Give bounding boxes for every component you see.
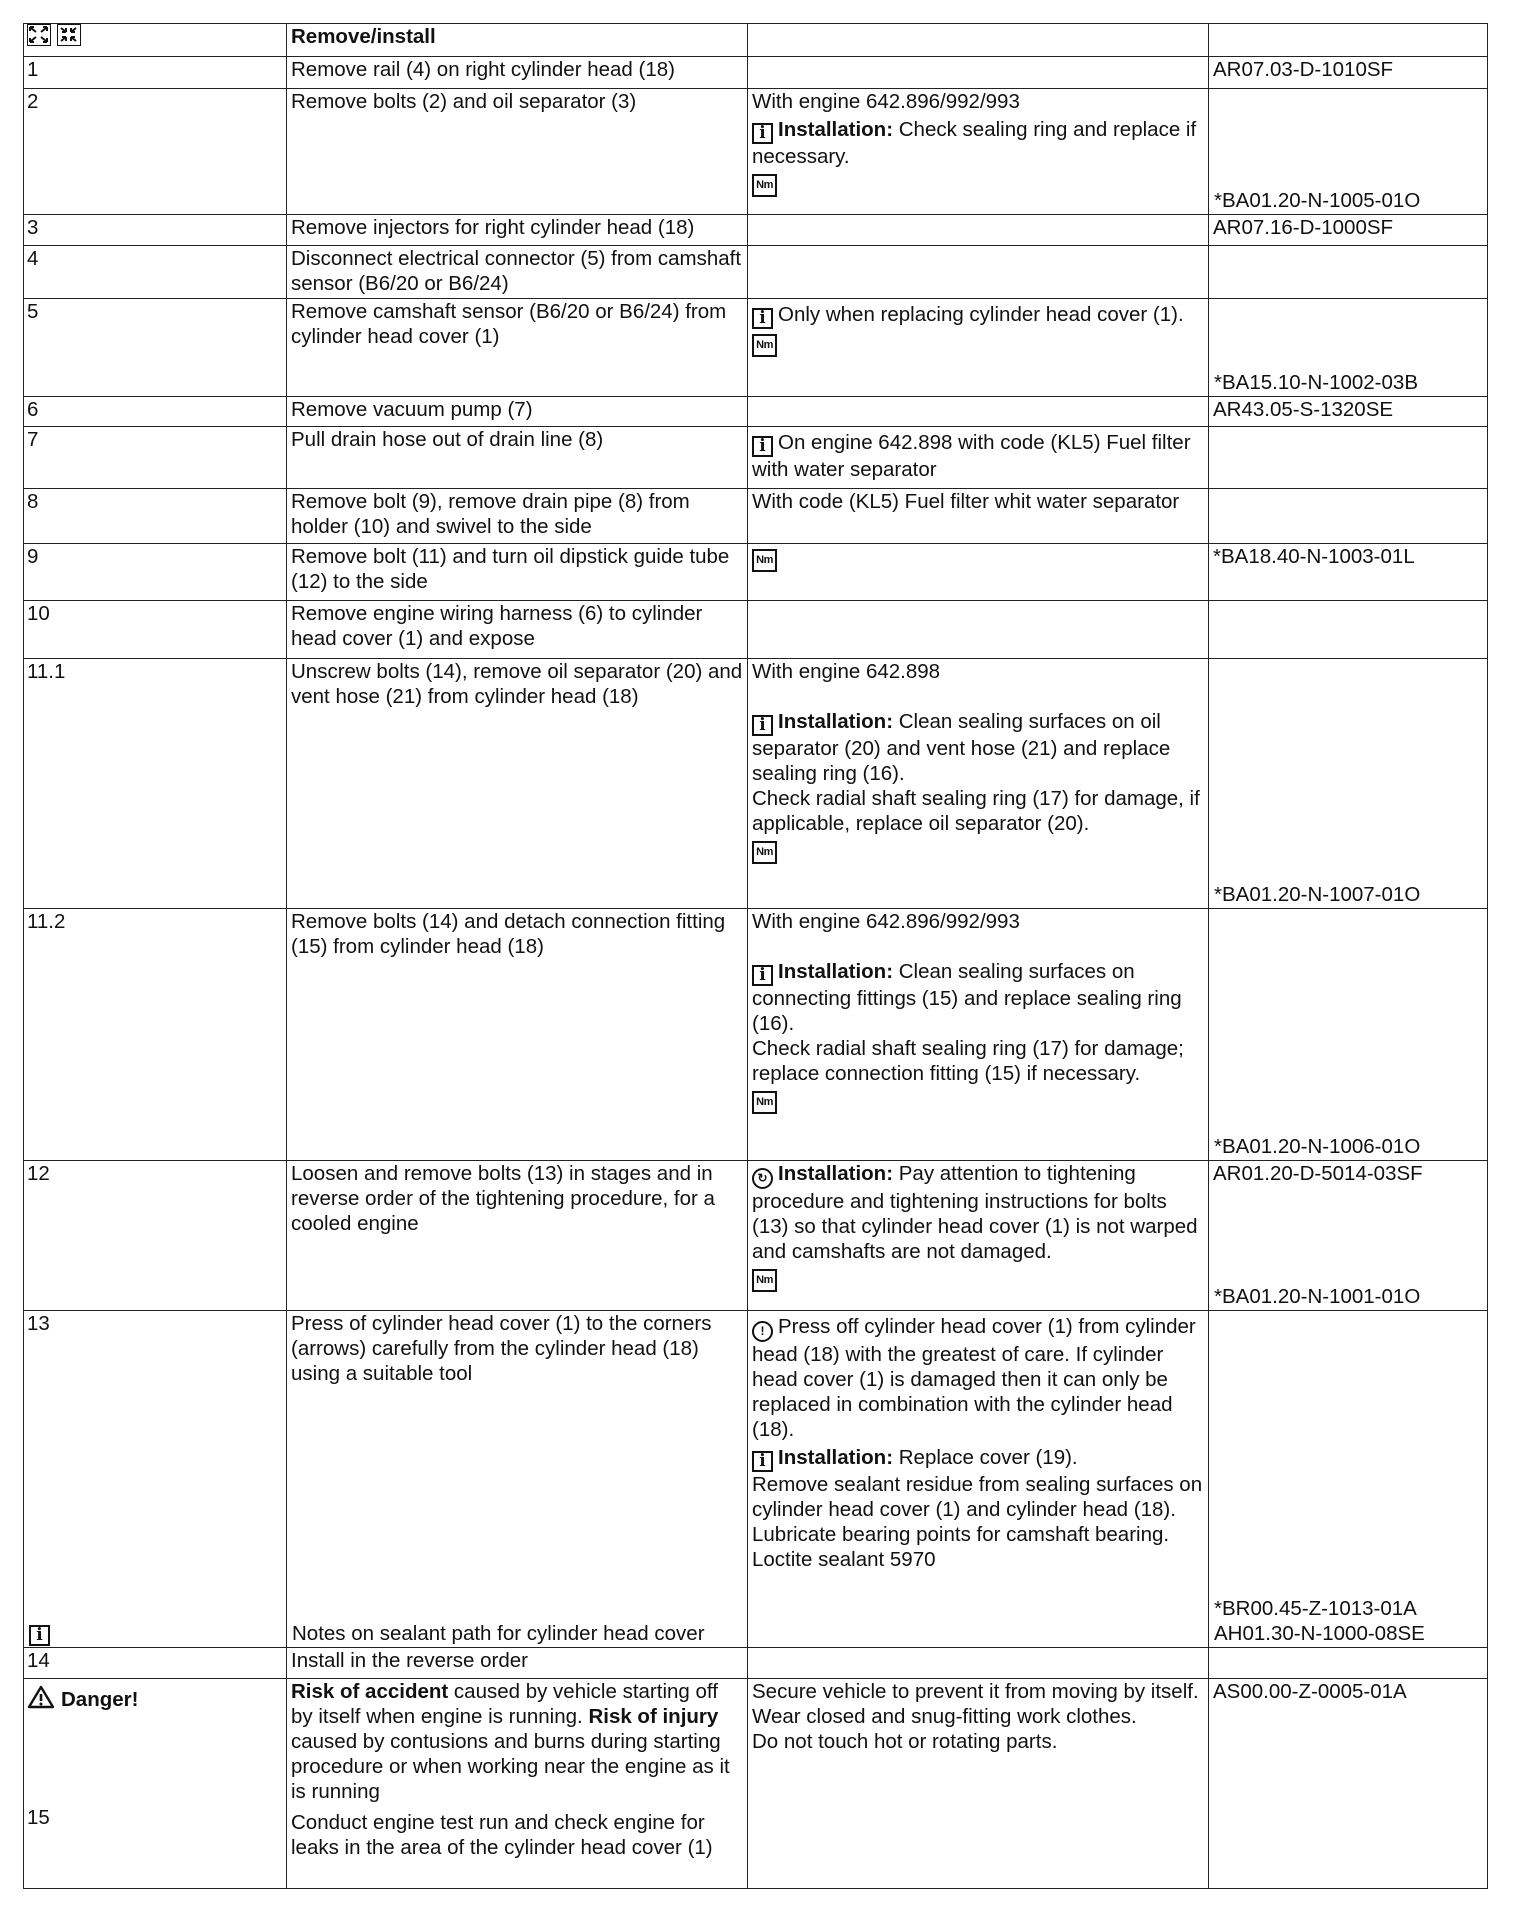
step-number: 6 [24,397,287,427]
danger-label: Danger! [27,1685,282,1712]
reference-cell [1209,601,1488,659]
table-row [24,601,1488,659]
table-row [24,1679,1488,1889]
step-description: Remove injectors for right cylinder head (18) [287,215,748,246]
step-note: With code (KL5) Fuel filter whit water separator [748,489,1209,544]
step-number: 11.1 [24,659,287,909]
step-description: Loosen and remove bolts (13) in stages and in reverse order of the tightening procedure, for a cooled engine [287,1161,748,1311]
reference-link[interactable]: AH01.30-N-1000-08SE [1214,1622,1425,1645]
table-row [24,1311,1488,1648]
note-text: With engine 642.896/992/993 [752,90,1020,113]
step-note [748,57,1209,89]
header-title: Remove/install [287,24,748,57]
step-note [748,1648,1209,1679]
step-number: 13 [27,1312,50,1335]
step-number: 7 [24,427,287,489]
torque-note [752,329,1204,357]
step-number: 4 [24,246,287,299]
step-description: Remove rail (4) on right cylinder head (18) [287,57,748,89]
note-text: With engine 642.898 [752,660,941,683]
sealant-note: Loctite sealant 5970 [752,1548,936,1571]
step-note [748,601,1209,659]
reference-link[interactable]: AR07.16-D-1000SF [1209,215,1488,246]
step-description: Remove bolts (14) and detach connection fitting (15) from cylinder head (18) [287,909,748,1161]
step-description: Remove bolt (11) and turn oil dipstick guide tube (12) to the side [287,544,748,601]
step-note [748,397,1209,427]
step-description: Press of cylinder head cover (1) to the corners (arrows) carefully from the cylinder head (18) using a suitable tool [291,1312,712,1385]
note-text: Remove sealant residue from sealing surfaces on cylinder head cover (1) and cylinder head (18). [752,1473,1203,1521]
reference-cell [1209,1311,1488,1648]
info-icon[interactable]: i [752,436,773,457]
note-text: i Only when replacing cylinder head cover (1). [752,302,1204,329]
procedure-table [23,23,1488,1889]
reference-link[interactable]: *BR00.45-Z-1013-01A [1214,1597,1417,1620]
caution-note: ! Press off cylinder head cover (1) from cylinder head (18) with the greatest of care. If cylinder head cover (1) is damaged then it can only be replaced in combination with the cylinder head (18). [752,1315,1196,1441]
step-description: Disconnect electrical connector (5) from camshaft sensor (B6/20 or B6/24) [287,246,748,299]
warning-triangle-icon [27,1685,55,1709]
header-icons-cell [24,24,287,57]
reference-link[interactable]: *BA01.20-N-1005-01O [1214,189,1421,212]
installation-note: i Installation: Check sealing ring and replace if necessary. [752,118,1197,168]
step-note [748,544,1209,601]
torque-note [752,1086,1204,1114]
step-number: 3 [24,215,287,246]
table-row [24,246,1488,299]
step-number: 15 [27,1806,50,1829]
table-header-row [24,24,1488,57]
installation-note: i Installation: Clean sealing surfaces on connecting fittings (15) and replace sealing ring (16). [752,960,1182,1035]
reference-link[interactable]: *BA01.20-N-1006-01O [1214,1135,1421,1158]
torque-nm-icon[interactable]: Nm [752,334,777,357]
tightening-procedure-icon[interactable]: ↻ [752,1168,773,1189]
reference-link[interactable]: *BA01.20-N-1007-01O [1214,883,1421,906]
step-number: 9 [24,544,287,601]
step-description: Remove camshaft sensor (B6/20 or B6/24) from cylinder head cover (1) [287,299,748,397]
note-text: Lubricate bearing points for camshaft bearing. [752,1523,1170,1546]
torque-nm-icon[interactable]: Nm [752,1091,777,1114]
step-note [748,89,1209,215]
step-note [748,427,1209,489]
note-text: Wear closed and snug-fitting work clothes. [752,1705,1137,1728]
step-number: 2 [24,89,287,215]
table-row [24,299,1488,397]
danger-description: Risk of accident caused by vehicle starting off by itself when engine is running. Risk of injury caused by contusions and burns during starting procedure or when working near the engine as it is running [291,1680,730,1803]
step-number: 12 [24,1161,287,1311]
info-icon[interactable]: i [29,1619,50,1646]
reference-link[interactable]: AR01.20-D-5014-03SF [1213,1162,1423,1185]
step-description: Pull drain hose out of drain line (8) [287,427,748,489]
step-note [748,1679,1209,1889]
installation-note: i Installation: Clean sealing surfaces on oil separator (20) and vent hose (21) and replace sealing ring (16). [752,710,1171,785]
reference-link[interactable]: *BA01.20-N-1001-01O [1214,1285,1421,1308]
info-icon[interactable]: i [752,965,773,986]
installation-note: ↻ Installation: Pay attention to tightening procedure and tightening instructions for bolts (13) so that cylinder head cover (1) is not warped and camshafts are not damaged. [752,1162,1198,1263]
reference-cell [1209,1161,1488,1311]
info-icon[interactable]: i [752,1451,773,1472]
table-row [24,909,1488,1161]
step-description: Unscrew bolts (14), remove oil separator (20) and vent hose (21) from cylinder head (18) [287,659,748,909]
table-row [24,489,1488,544]
note-text: Do not touch hot or rotating parts. [752,1730,1058,1753]
info-icon[interactable]: i [752,715,773,736]
step-note [748,1311,1209,1648]
reference-cell [1209,909,1488,1161]
step-description: Install in the reverse order [287,1648,748,1679]
step-number: 1 [24,57,287,89]
reference-link[interactable]: *BA18.40-N-1003-01L [1209,544,1488,601]
table-row [24,1161,1488,1311]
reference-cell [1209,299,1488,397]
table-row [24,215,1488,246]
reference-cell [1209,246,1488,299]
reference-cell [1209,489,1488,544]
step-number: 5 [24,299,287,397]
step-description [287,1679,748,1889]
table-row [24,57,1488,89]
torque-note [752,836,1204,864]
step-description: Remove engine wiring harness (6) to cylinder head cover (1) and expose [287,601,748,659]
table-row [24,1648,1488,1679]
note-text: Secure vehicle to prevent it from moving by itself. [752,1680,1199,1703]
reference-link[interactable]: *BA15.10-N-1002-03B [1214,371,1418,394]
reference-link[interactable]: AS00.00-Z-0005-01A [1209,1679,1488,1889]
sealant-path-note-link[interactable]: Notes on sealant path for cylinder head cover [292,1622,705,1645]
reference-cell [1209,659,1488,909]
header-empty-cell [1209,24,1488,57]
info-icon[interactable]: i [752,308,773,329]
torque-note [752,1264,1204,1292]
torque-nm-icon[interactable]: Nm [752,174,777,197]
table-row [24,659,1488,909]
expand-arrows-icon[interactable] [27,24,51,46]
note-text: i On engine 642.898 with code (KL5) Fuel filter with water separator [752,431,1191,481]
step-number: 14 [24,1648,287,1679]
reference-link[interactable]: AR07.03-D-1010SF [1209,57,1488,89]
note-text: Check radial shaft sealing ring (17) for damage, if applicable, replace oil separator (20). [752,787,1200,835]
step-note [748,909,1209,1161]
torque-nm-icon[interactable]: Nm [752,549,777,572]
step-description: Remove bolts (2) and oil separator (3) [287,89,748,215]
table-row [24,544,1488,601]
step-number: 11.2 [24,909,287,1161]
note-text: With engine 642.896/992/993 [752,910,1020,933]
step-note [748,215,1209,246]
step-note [748,299,1209,397]
reference-cell [1209,427,1488,489]
torque-nm-icon[interactable]: Nm [752,841,777,864]
step-description: Conduct engine test run and check engine for leaks in the area of the cylinder head cover (1) [291,1811,713,1859]
installation-note: i Installation: Replace cover (19). [752,1445,1204,1472]
step-description: Remove vacuum pump (7) [287,397,748,427]
caution-icon[interactable]: ! [752,1321,773,1342]
note-text: Check radial shaft sealing ring (17) for damage; replace connection fitting (15) if necessary. [752,1037,1184,1085]
torque-nm-icon[interactable]: Nm [752,1269,777,1292]
table-row [24,397,1488,427]
step-description-cell [287,1311,748,1648]
step-note [748,659,1209,909]
step-description: Remove bolt (9), remove drain pipe (8) from holder (10) and swivel to the side [287,489,748,544]
header-empty-cell [748,24,1209,57]
table-row [24,89,1488,215]
torque-note [752,169,1204,197]
step-note [748,1161,1209,1311]
step-note [748,246,1209,299]
torque-note [752,544,1204,572]
step-cell [24,1311,287,1648]
reference-cell [1209,1648,1488,1679]
step-number: 8 [24,489,287,544]
step-number: 10 [24,601,287,659]
reference-cell [1209,89,1488,215]
collapse-arrows-icon[interactable] [57,24,81,46]
danger-step-cell [24,1679,287,1889]
reference-link[interactable]: AR43.05-S-1320SE [1209,397,1488,427]
table-row [24,427,1488,489]
info-icon[interactable]: i [752,123,773,144]
